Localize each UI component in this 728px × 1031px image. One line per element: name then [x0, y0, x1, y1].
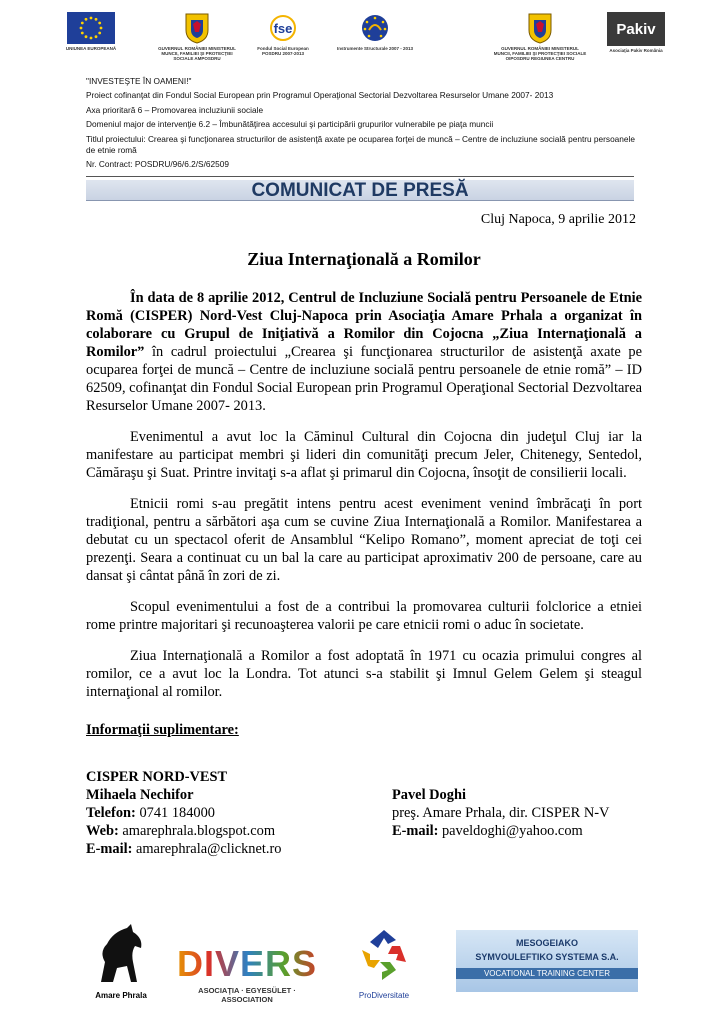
contact-left [86, 768, 386, 858]
project-title: Titlul proiectului: Crearea şi funcţionarea structurilor de asistenţă axate pe ocuparea forţei de muncă – Centre de incluziune socială pentru persoanele de etnie romă [86, 133, 635, 156]
paragraph-1-bold: În data de 8 aprilie 2012, Centrul de Incluziune Socială pentru Persoanele de Etnie Romă (CISPER) Nord-Vest Cluj-Napoca prin Asociaţia Amare Prhala a organizat în colaborare cu Grupul de Iniţiativă a Romilor din Cojocna „Ziua Internaţională a Romilor” [86, 290, 642, 360]
eu-flag-logo [60, 12, 122, 51]
divers-logo [172, 942, 322, 1004]
ministry-caption-left: GUVERNUL ROMÂNIEI MINISTERUL MUNCII, FAMILIEI ŞI PROTECŢIEI SOCIALE AMPOSDRU [158, 46, 236, 61]
contract-number: Nr. Contract: POSDRU/96/6.2/S/62509 [86, 159, 229, 170]
romania-ministry-logo-left [152, 12, 242, 61]
project-line: Proiect cofinanţat din Fondul Social European prin Programul Operaţional Sectorial Dezvoltarea Resurselor Umane 2007- 2013 [86, 90, 554, 101]
additional-info-heading: Informaţii suplimentare: [86, 722, 239, 738]
release-date: Cluj Napoca, 9 aprilie 2012 [480, 212, 636, 227]
eu-caption: UNIUNEA EUROPEANĂ [65, 46, 117, 51]
contact-role: preş. Amare Prhala, dir. CISPER N-V [392, 805, 610, 821]
phone-label: Telefon: [86, 805, 136, 821]
email-label-left: E-mail: [86, 841, 133, 857]
contact-person-left: Mihaela Nechifor [86, 787, 194, 803]
pakiv-logo [600, 12, 672, 53]
instrumente-caption: Instrumente Structurale 2007 - 2013 [336, 46, 414, 51]
contact-phone [86, 804, 386, 822]
contact-right [392, 786, 652, 840]
ministry-caption-right: GUVERNUL ROMÂNIEI MINISTERUL MUNCII, FAMILIEI ŞI PROTECŢIEI SOCIALE OIPOSDRU REGIUNEA CENTRU [493, 46, 587, 61]
coat-of-arms-icon [527, 12, 553, 44]
prodiversitate-logo [344, 926, 424, 1000]
slogan: "INVESTEŞTE ÎN OAMENI!" [86, 76, 192, 86]
fse-caption: Fondul Social European POSDRU 2007-2013 [257, 46, 309, 56]
project-header [86, 76, 642, 174]
divers-word: DIVERS [172, 942, 322, 986]
divers-caption: ASOCIAŢIA · EGYESÜLET · ASSOCIATION [198, 986, 296, 1004]
paragraph-1-rest: în cadrul proiectului „Crearea şi funcţionarea structurilor de asistenţă axate pe ocuparea forţei de muncă – Centre de incluziune socială pentru persoanele de etnie romă” – ID 62509, cofinanţat din Fondul Social European prin Programul Operaţional Sectorial Dezvoltarea Resurselor Umane 2007- 2013. [86, 344, 642, 414]
email-label-right: E-mail: [392, 823, 439, 839]
article-body [86, 289, 642, 714]
contact-email-left [86, 840, 386, 858]
bottom-logo-strip [86, 920, 642, 1020]
header-divider [86, 176, 634, 177]
horse-icon [91, 922, 151, 986]
mesogeiako-line-3: VOCATIONAL TRAINING CENTER [456, 968, 638, 979]
paragraph-4: Scopul evenimentului a fost de a contribui la promovarea culturii folclorice a etniei rome printre majoritari şi recunoaşterea valorii pe care etnicii romi o aduc în societate. [86, 599, 642, 633]
prodiversitate-caption: ProDiversitate [358, 991, 410, 1000]
document-title: Ziua Internaţională a Romilor [247, 249, 481, 269]
contact-person-right: Pavel Doghi [392, 787, 466, 803]
paragraph-5: Ziua Internaţională a Romilor a fost adoptată în 1971 cu ocazia primului congres al romilor, ce a avut loc la Londra. Tot atunci s-a stabilit şi Imnul Gelem Gelem şi steagul internaţional al romilor. [86, 648, 642, 700]
romania-ministry-logo-right [492, 12, 588, 61]
prodiversitate-icon [356, 926, 412, 986]
pakiv-caption: Asociaţia Pakiv România [609, 48, 663, 53]
paragraph-3: Etnicii romi s-au pregătit intens pentru acest eveniment venind îmbrăcaţi în port tradiţional, pentru a sărbători aşa cum se cuvine Ziua Internaţională a Romilor. Manifestarea a debutat cu un spectacol oferit de Ansamblul “Kelipo Romano”, moment apreciat de toţi cei prezenţi. Seara a continuat cu un bal la care au participat aproximativ 200 de persoane, care au dansat şi cântat până în zori de zi. [86, 496, 642, 584]
press-release-title: COMUNICAT DE PRESĂ [86, 180, 634, 201]
contact-email-right [392, 822, 652, 840]
email-value-right[interactable]: paveldoghi@yahoo.com [438, 823, 583, 839]
intervention-domain: Domeniul major de intervenţie 6.2 – Îmbunătăţirea accesului şi participării grupurilor vulnerabile pe piaţa muncii [86, 119, 494, 130]
pakiv-badge: Pakiv [607, 12, 665, 46]
amare-prhala-logo [86, 922, 156, 1000]
mesogeiako-logo [456, 930, 638, 992]
contact-org: CISPER NORD-VEST [86, 769, 228, 785]
svg-text:fse: fse [273, 21, 293, 36]
phone-value: 0741 184000 [135, 805, 215, 821]
paragraph-1 [86, 289, 642, 415]
mesogeiako-line-2: SYMVOULEFTIKO SYSTEMA S.A. [475, 952, 619, 962]
instrumente-structurale-logo [332, 12, 418, 51]
fse-logo [248, 12, 318, 56]
amare-prhala-caption: Amare Phrala [95, 991, 147, 1000]
top-logo-strip [60, 12, 672, 74]
coat-of-arms-icon [184, 12, 210, 44]
paragraph-2: Evenimentul a avut loc la Căminul Cultural din Cojocna din judeţul Cluj iar la manifestare au participat membri şi lideri din comunităţi precum Jeler, Chitenegy, Sentedol, Cămăraşu şi Suat. Printre invitaţi s-a aflat şi primarul din Cojocna, însoţit de consilierii locali. [86, 429, 642, 481]
web-value[interactable]: amarephrala.blogspot.com [118, 823, 276, 839]
instrumente-icon [349, 12, 401, 44]
contact-web [86, 822, 386, 840]
priority-axis: Axa prioritară 6 – Promovarea incluziunii sociale [86, 104, 264, 115]
web-label: Web: [86, 823, 119, 839]
mesogeiako-line-1: MESOGEIAKO [515, 938, 578, 948]
eu-flag-icon [67, 12, 115, 44]
fse-icon [263, 12, 303, 44]
email-value-left[interactable]: amarephrala@clicknet.ro [132, 841, 282, 857]
